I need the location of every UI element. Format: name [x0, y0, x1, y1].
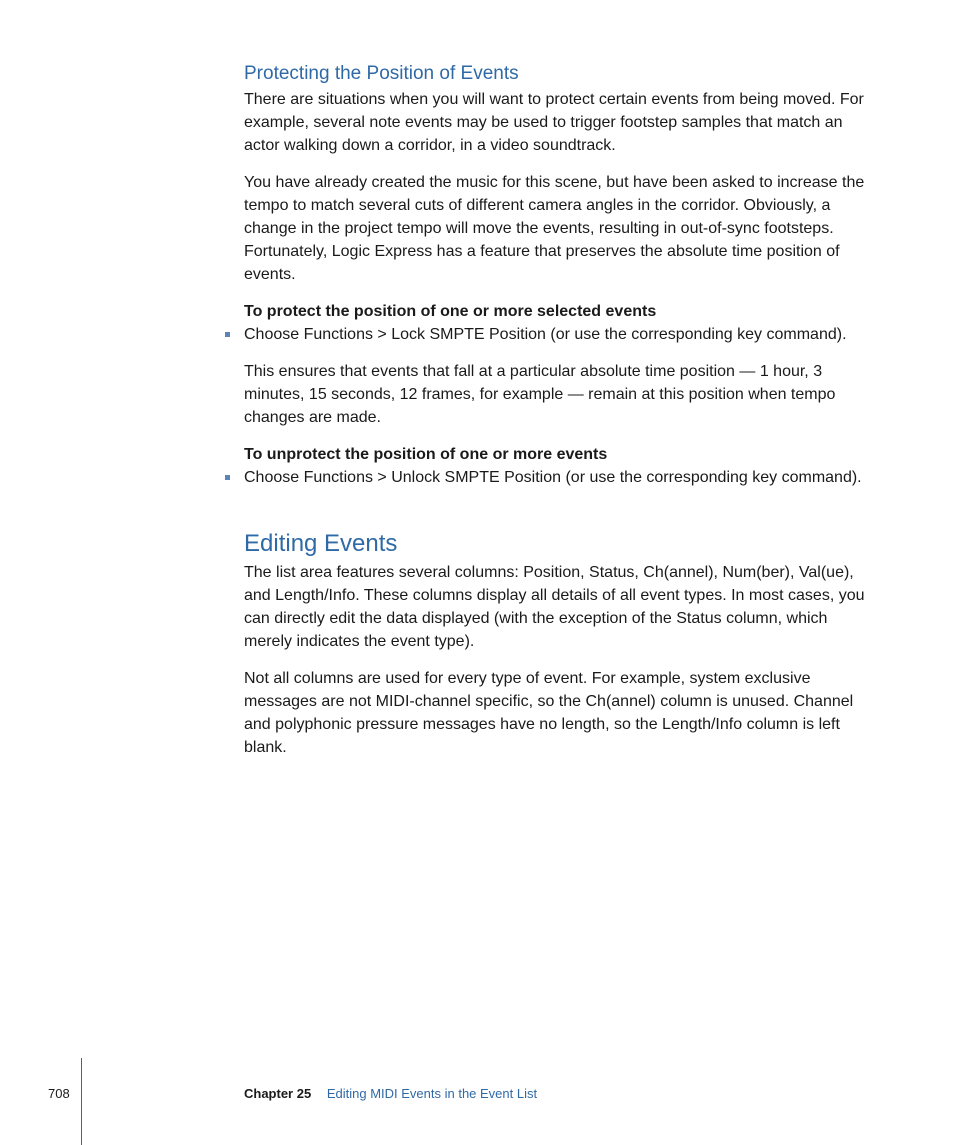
bullet-square-icon [225, 475, 230, 480]
bullet-item [244, 466, 876, 489]
paragraph: The list area features several columns: Position, Status, Ch(annel), Num(ber), Val(ue), and Length/Info. These columns display all details of all event types. In most cases, you can directly edit the data displayed (with the exception of the Status column, which merely indicates the event type). [244, 564, 865, 650]
paragraph: Not all columns are used for every type of event. For example, system exclusive messages are not MIDI-channel specific, so the Ch(annel) column is unused. Channel and polyphonic pressure messages have no length, so the Length/Info column is left blank. [244, 670, 854, 756]
paragraph: You have already created the music for this scene, but have been asked to increase the tempo to match several cuts of different camera angles in the corridor. Obviously, a change in the project tempo will move the events, resulting in out-of-sync footsteps. Fortunately, Logic Express has a feature that preserves the absolute time position of events. [244, 174, 865, 283]
footer-chapter [244, 1086, 537, 1101]
task-heading-unprotect: To unprotect the position of one or more events [244, 446, 608, 463]
section-spacer [244, 503, 876, 529]
bullet-text: Choose Functions > Lock SMPTE Position (or use the corresponding key command). [244, 326, 847, 343]
bullet-item [244, 323, 876, 346]
section-heading-editing: Editing Events [244, 530, 398, 557]
paragraph: There are situations when you will want to protect certain events from being moved. For example, several note events may be used to trigger footstep samples that match an actor walking down a corridor, in a video soundtrack. [244, 91, 864, 154]
section-heading-protecting: Protecting the Position of Events [244, 63, 519, 84]
footer-divider [81, 1058, 82, 1145]
chapter-label: Chapter 25 [244, 1086, 312, 1101]
task-heading-protect: To protect the position of one or more selected events [244, 303, 657, 320]
page-content [244, 62, 876, 773]
bullet-text: Choose Functions > Unlock SMPTE Position (or use the corresponding key command). [244, 469, 862, 486]
page-number: 708 [48, 1086, 70, 1101]
chapter-title: Editing MIDI Events in the Event List [326, 1086, 538, 1101]
bullet-square-icon [225, 332, 230, 337]
paragraph: This ensures that events that fall at a particular absolute time position — 1 hour, 3 minutes, 15 seconds, 12 frames, for example — remain at this position when tempo changes are made. [244, 363, 836, 426]
